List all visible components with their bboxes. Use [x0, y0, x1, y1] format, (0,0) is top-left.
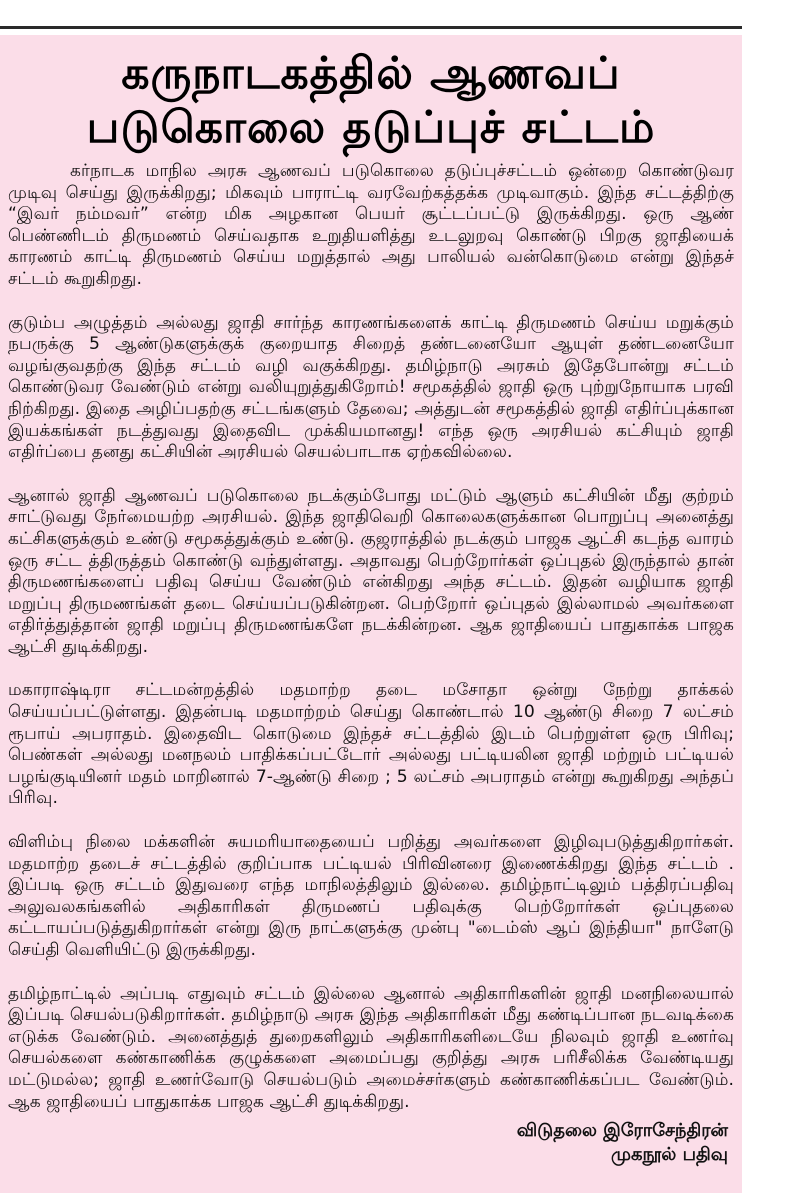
article-title [8, 47, 734, 155]
paragraph-6: தமிழ்நாட்டில் அப்படி எதுவும் சட்டம் இல்லை ஆனால் அதிகாரிகளின் ஜாதி மனநிலையால் இப்படி செயல்படுகிறார்கள். தமிழ்நாடு அரசு இந்த அதிகாரிகள் மீது கண்டிப்பான நடவடிக்கை எடுக்க வேண்டும். அனைத்துத் துறைகளிலும் அதிகாரிகளிடையே நிலவும் ஜாதி உணர்வு செயல்களை கண்காணிக்க குழுக்களை அமைப்பது குறித்து அரசு பரிசீலிக்க வேண்டியது மட்டுமல்ல; ஜாதி உணர்வோடு செயல்படும் அமைச்சர்களும் கண்காணிக்கப்பட வேண்டும். ஆக ஜாதியைப் பாதுகாக்க பாஜக ஆட்சி துடிக்கிறது. [8, 983, 734, 1112]
title-line-1: கருநாடகத்தில் ஆணவப் [121, 48, 621, 99]
top-rule [0, 26, 742, 29]
paragraph-1: கர்நாடக மாநில அரசு ஆணவப் படுகொலை தடுப்புச்சட்டம் ஒன்றை கொண்டுவர முடிவு செய்து இருக்கிறது; மிகவும் பாராட்டி வரவேற்கத்தக்க முடிவாகும். இந்த சட்டத்திற்கு “இவர் நம்மவர்” என்ற மிக அழகான பெயர் சூட்டப்பட்டு இருக்கிறது. ஒரு ஆண் பெண்ணிடம் திருமணம் செய்வதாக உறுதியளித்து உடலுறவு கொண்டு பிறகு ஜாதியைக் காரணம் காட்டி திருமணம் செய்ய மறுத்தால் அது பாலியல் வன்கொடுமை என்று இந்தச் சட்டம் கூறுகிறது. [8, 161, 734, 289]
paragraph-4: மகாராஷ்டிரா சட்டமன்றத்தில் மதமாற்ற தடை மசோதா ஒன்று நேற்று தாக்கல் செய்யப்பட்டுள்ளது. இதன்படி மதமாற்றம் செய்து கொண்டால் 10 ஆண்டு சிறை 7 லட்சம் ரூபாய் அபராதம். இதைவிட கொடுமை இந்தச் சட்டத்தில் இடம் பெற்றுள்ள ஒரு பிரிவு; பெண்கள் அல்லது மனநலம் பாதிக்கப்பட்டோர் அல்லது பட்டியலின ஜாதி மற்றும் பட்டியல் பழங்குடியினர் மதம் மாறினால் 7-ஆண்டு சிறை ; 5 லட்சம் அபராதம் என்று கூறுகிறது அந்தப் பிரிவு. [8, 680, 734, 809]
signature [8, 1119, 734, 1167]
signature-source: முகநூல் பதிவு [611, 1144, 728, 1166]
signature-author: விடுதலை இரோசேந்திரன் [516, 1120, 728, 1142]
title-line-2: படுகொலை தடுப்புச் சட்டம் [86, 102, 656, 153]
paragraph-5: விளிம்பு நிலை மக்களின் சுயமரியாதையைப் பறித்து அவர்களை இழிவுபடுத்துகிறார்கள். மதமாற்ற தடைச் சட்டத்தில் குறிப்பாக பட்டியல் பிரிவினரை இணைக்கிறது இந்த சட்டம் . இப்படி ஒரு சட்டம் இதுவரை எந்த மாநிலத்திலும் இல்லை. தமிழ்நாட்டிலும் பத்திரப்பதிவு அலுவலகங்களில் அதிகாரிகள் திருமணப் பதிவுக்கு பெற்றோர்கள் ஒப்புதலை கட்டாயப்படுத்துகிறார்கள் என்று இரு நாட்களுக்கு முன்பு "டைம்ஸ் ஆப் இந்தியா" நாளேடு செய்தி வெளியிட்டு இருக்கிறது. [8, 832, 735, 960]
paragraph-2: குடும்ப அழுத்தம் அல்லது ஜாதி சார்ந்த காரணங்களைக் காட்டி திருமணம் செய்ய மறுக்கும் நபருக்கு 5 ஆண்டுகளுக்குக் குறையாத சிறைத் தண்டனையோ ஆயுள் தண்டனையோ வழங்குவதற்கு இந்த சட்டம் வழி வகுக்கிறது. தமிழ்நாடு அரசும் இதேபோன்று சட்டம் கொண்டுவர வேண்டும் என்று வலியுறுத்துகிறோம்! சமூகத்தில் ஜாதி ஒரு புற்றுநோயாக பரவி நிற்கிறது. இதை அழிப்பதற்கு சட்டங்களும் தேவை; அத்துடன் சமூகத்தில் ஜாதி எதிர்ப்புக்கான இயக்கங்கள் நடத்துவது இதைவிட முக்கியமானது! எந்த ஒரு அரசியல் கட்சியும் ஜாதி எதிர்ப்பை தனது கட்சியின் அரசியல் செயல்பாடாக ஏற்கவில்லை. [8, 312, 734, 463]
paragraph-3: ஆனால் ஜாதி ஆணவப் படுகொலை நடக்கும்போது மட்டும் ஆளும் கட்சியின் மீது குற்றம் சாட்டுவது நேர்மையற்ற அரசியல். இந்த ஜாதிவெறி கொலைகளுக்கான பொறுப்பு அனைத்து கட்சிகளுக்கும் உண்டு சமூகத்துக்கும் உண்டு. குஜராத்தில் நடக்கும் பாஜக ஆட்சி கடந்த வாரம் ஒரு சட்ட த்திருத்தம் கொண்டு வந்துள்ளது. அதாவது பெற்றோர்கள் ஒப்புதல் இருந்தால் தான் திருமணங்களைப் பதிவு செய்ய வேண்டும் என்கிறது அந்த சட்டம். இதன் வழியாக ஜாதி மறுப்பு திருமணங்கள் தடை செய்யப்படுகின்றன. பெற்றோர் ஒப்புதல் இல்லாமல் அவர்களை எதிர்த்துத்தான் ஜாதி மறுப்பு திருமணங்களே நடக்கின்றன. ஆக ஜாதியைப் பாதுகாக்க பாஜக ஆட்சி துடிக்கிறது. [8, 485, 734, 657]
article-panel [0, 35, 742, 1193]
